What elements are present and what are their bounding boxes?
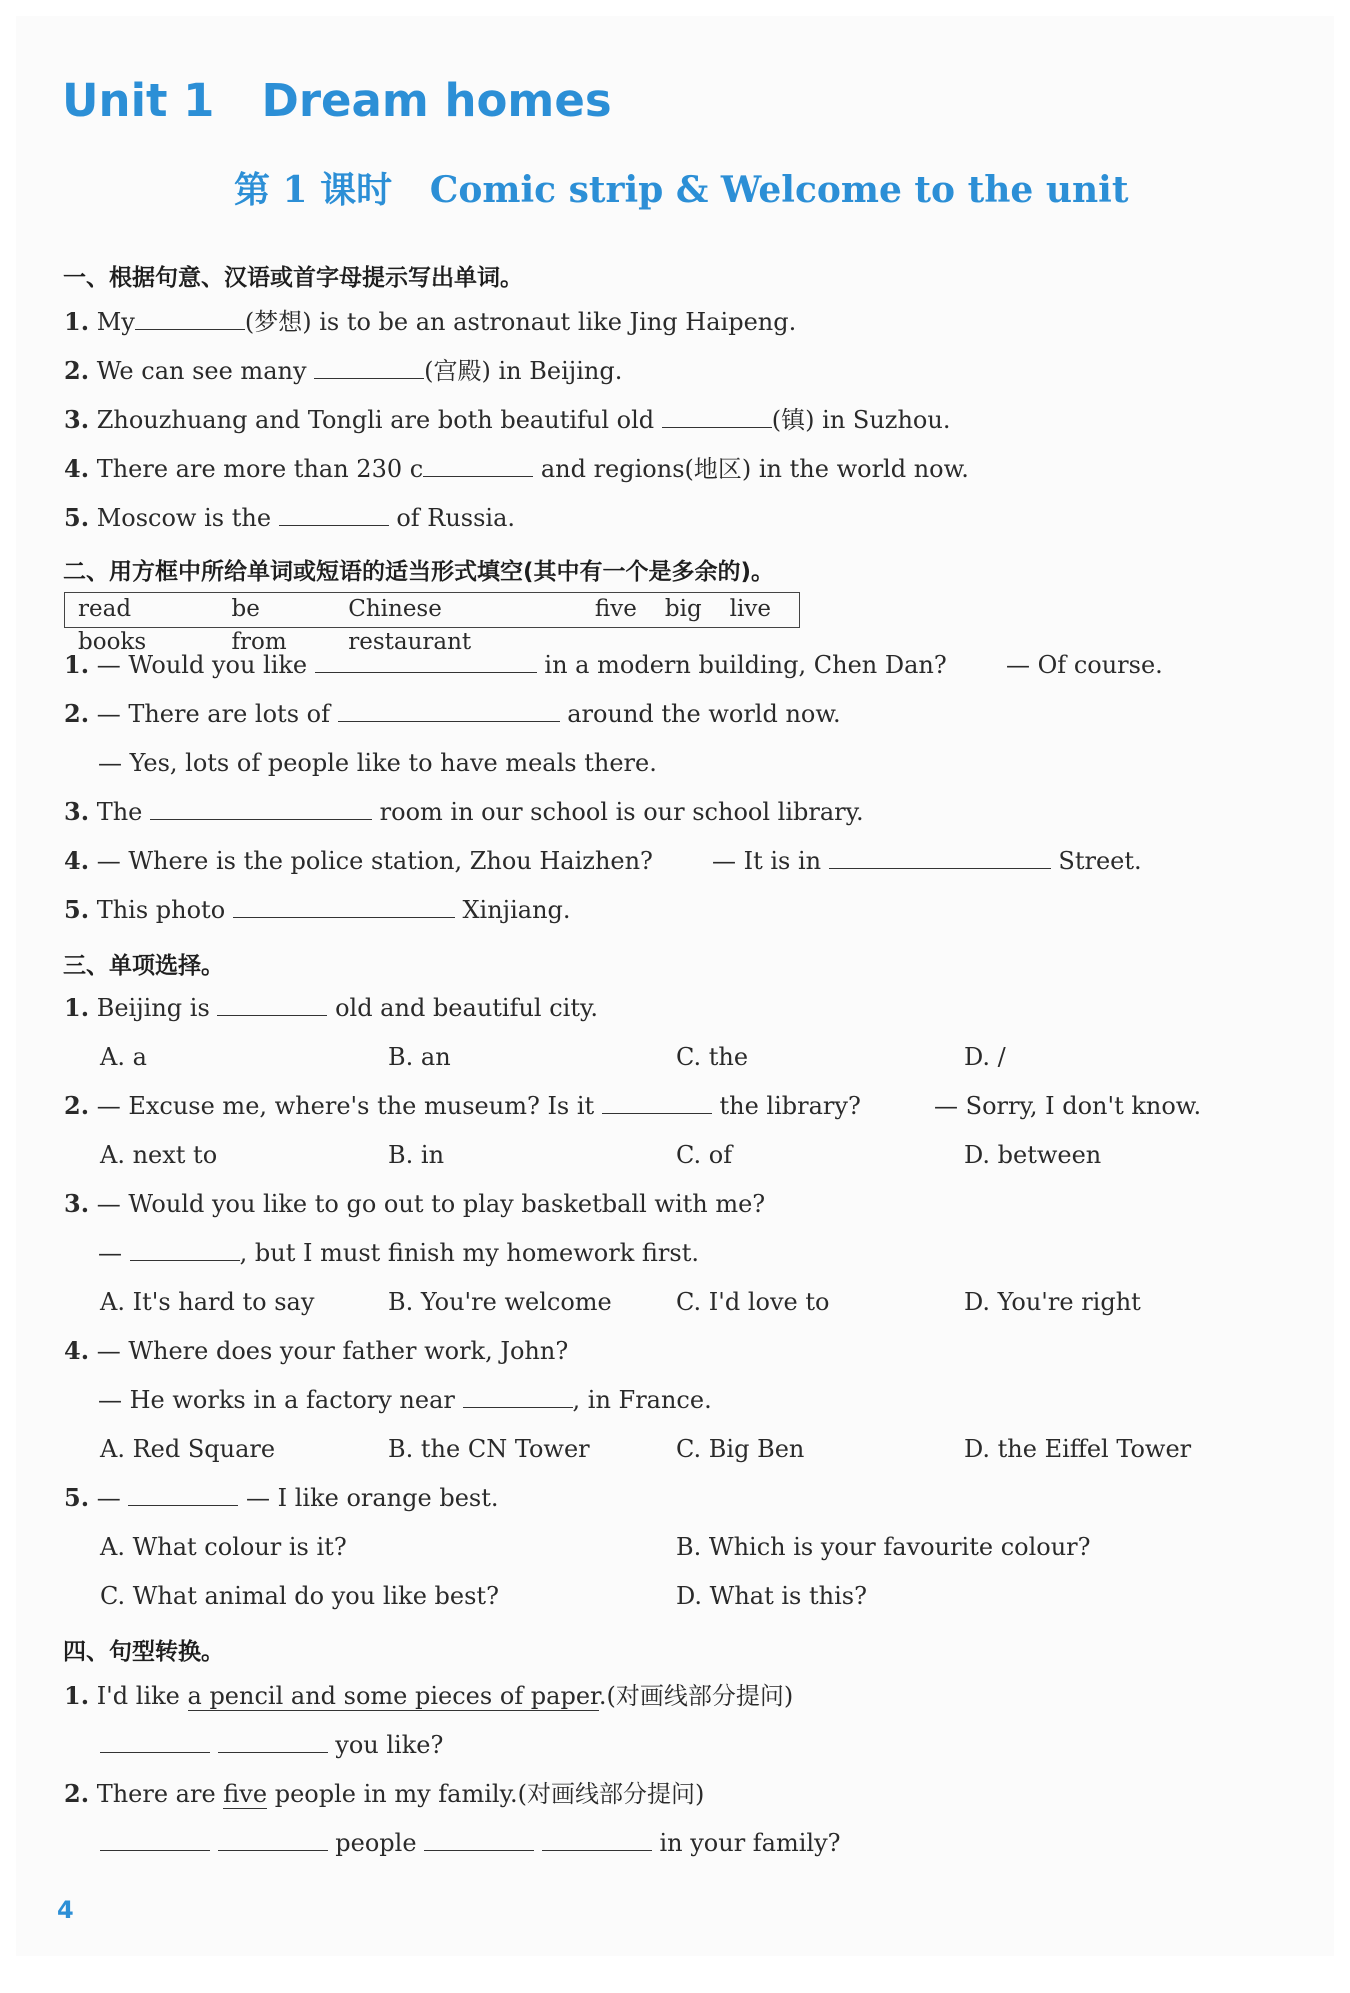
page-number: 4 [57, 1896, 74, 1924]
option-a[interactable]: A. a [100, 1043, 147, 1071]
answer-blank[interactable] [130, 1238, 240, 1261]
answer-blank[interactable] [128, 1483, 238, 1506]
word-option: five [594, 596, 637, 622]
word-option: be from [231, 596, 287, 655]
option-c[interactable]: C. of [676, 1141, 733, 1169]
section4-heading: 四、句型转换。 [63, 1639, 224, 1665]
unit-title: Unit 1 Dream homes [62, 74, 612, 127]
answer-blank[interactable] [338, 699, 560, 722]
option-d[interactable]: D. between [964, 1141, 1102, 1169]
option-d[interactable]: D. / [964, 1043, 1006, 1071]
word-option: live [729, 596, 771, 622]
s2-q2-reply: — Yes, lots of people like to have meals there. [98, 749, 657, 777]
answer-blank[interactable] [100, 1730, 210, 1753]
s4-q1-answer: you like? [100, 1730, 443, 1760]
underlined-word: five [223, 1780, 268, 1808]
answer-blank[interactable] [217, 993, 327, 1016]
answer-blank[interactable] [100, 1828, 210, 1851]
s2-q4-reply: — It is in Street. [712, 847, 1142, 875]
option-b[interactable]: B. Which is your favourite colour? [676, 1533, 1091, 1561]
option-c[interactable]: C. the [676, 1043, 749, 1071]
word-option: big [664, 596, 702, 622]
s4-question-1: 1. I'd like a pencil and some pieces of paper.(对画线部分提问) [64, 1681, 794, 1710]
option-c[interactable]: C. What animal do you like best? [100, 1582, 499, 1610]
answer-blank[interactable] [424, 1828, 534, 1851]
option-b[interactable]: B. You're welcome [388, 1288, 612, 1316]
answer-blank[interactable] [423, 454, 533, 477]
option-a[interactable]: A. What colour is it? [100, 1533, 347, 1561]
option-a[interactable]: A. Red Square [100, 1435, 276, 1463]
answer-blank[interactable] [233, 895, 455, 918]
answer-blank[interactable] [314, 356, 424, 379]
worksheet-page [16, 16, 1334, 1956]
section1-heading: 一、根据句意、汉语或首字母提示写出单词。 [63, 265, 523, 291]
s3-question-3: 3. — Would you like to go out to play basketball with me? [64, 1189, 766, 1218]
option-d[interactable]: D. What is this? [676, 1582, 867, 1610]
s3-q4-reply: — He works in a factory near , in France. [98, 1386, 712, 1414]
s3-q2-reply: — Sorry, I don't know. [934, 1092, 1202, 1120]
option-d[interactable]: D. the Eiffel Tower [964, 1435, 1192, 1463]
s1-question-5: 5. Moscow is the of Russia. [64, 503, 516, 532]
underlined-phrase: a pencil and some pieces of paper [187, 1682, 599, 1710]
answer-blank[interactable] [279, 503, 389, 526]
s3-question-4: 4. — Where does your father work, John? [64, 1336, 569, 1365]
s4-question-2: 2. There are five people in my family.(对画线部分提问) [64, 1779, 705, 1808]
s3-q3-reply: — , but I must finish my homework first. [98, 1239, 699, 1267]
option-a[interactable]: A. It's hard to say [100, 1288, 315, 1316]
answer-blank[interactable] [463, 1385, 573, 1408]
section3-heading: 三、单项选择。 [63, 953, 224, 979]
s1-question-4: 4. There are more than 230 c and regions(地区) in the world now. [64, 454, 969, 483]
s2-question-1: 1. — Would you like in a modern building, Chen Dan? [64, 650, 947, 679]
s1-question-3: 3. Zhouzhuang and Tongli are both beautiful old (镇) in Suzhou. [64, 405, 951, 434]
answer-blank[interactable] [150, 797, 372, 820]
s1-question-1: 1. My (梦想) is to be an astronaut like Jing Haipeng. [64, 307, 797, 336]
word-box [64, 592, 800, 655]
option-c[interactable]: C. Big Ben [676, 1435, 805, 1463]
answer-blank[interactable] [315, 650, 537, 673]
answer-blank[interactable] [602, 1091, 712, 1114]
lesson-title: 第 1 课时 Comic strip & Welcome to the unit [234, 169, 1129, 211]
s1-question-2: 2. We can see many (宫殿) in Beijing. [64, 356, 623, 385]
s3-question-1: 1. Beijing is old and beautiful city. [64, 993, 598, 1022]
answer-blank[interactable] [135, 307, 245, 330]
s2-question-3: 3. The room in our school is our school library. [64, 797, 864, 826]
option-b[interactable]: B. in [388, 1141, 445, 1169]
s3-question-2: 2. — Excuse me, where's the museum? Is it the library? [64, 1091, 861, 1120]
answer-blank[interactable] [218, 1730, 328, 1753]
s2-question-2: 2. — There are lots of around the world now. [64, 699, 841, 728]
s2-question-4: 4. — Where is the police station, Zhou Haizhen? [64, 846, 653, 875]
answer-blank[interactable] [218, 1828, 328, 1851]
s4-q2-answer: people in your family? [100, 1828, 841, 1858]
s2-q1-reply: — Of course. [1006, 651, 1163, 679]
answer-blank[interactable] [829, 846, 1051, 869]
option-b[interactable]: B. the CN Tower [388, 1435, 590, 1463]
word-option: read books [78, 596, 147, 655]
answer-blank[interactable] [542, 1828, 652, 1851]
option-d[interactable]: D. You're right [964, 1288, 1141, 1316]
option-b[interactable]: B. an [388, 1043, 451, 1071]
answer-blank[interactable] [662, 405, 772, 428]
option-a[interactable]: A. next to [100, 1141, 218, 1169]
s3-question-5: 5. — — I like orange best. [64, 1483, 499, 1512]
word-option: Chinese restaurant [348, 596, 472, 655]
s2-question-5: 5. This photo Xinjiang. [64, 895, 571, 924]
section2-heading: 二、用方框中所给单词或短语的适当形式填空(其中有一个是多余的)。 [63, 559, 775, 585]
option-c[interactable]: C. I'd love to [676, 1288, 830, 1316]
